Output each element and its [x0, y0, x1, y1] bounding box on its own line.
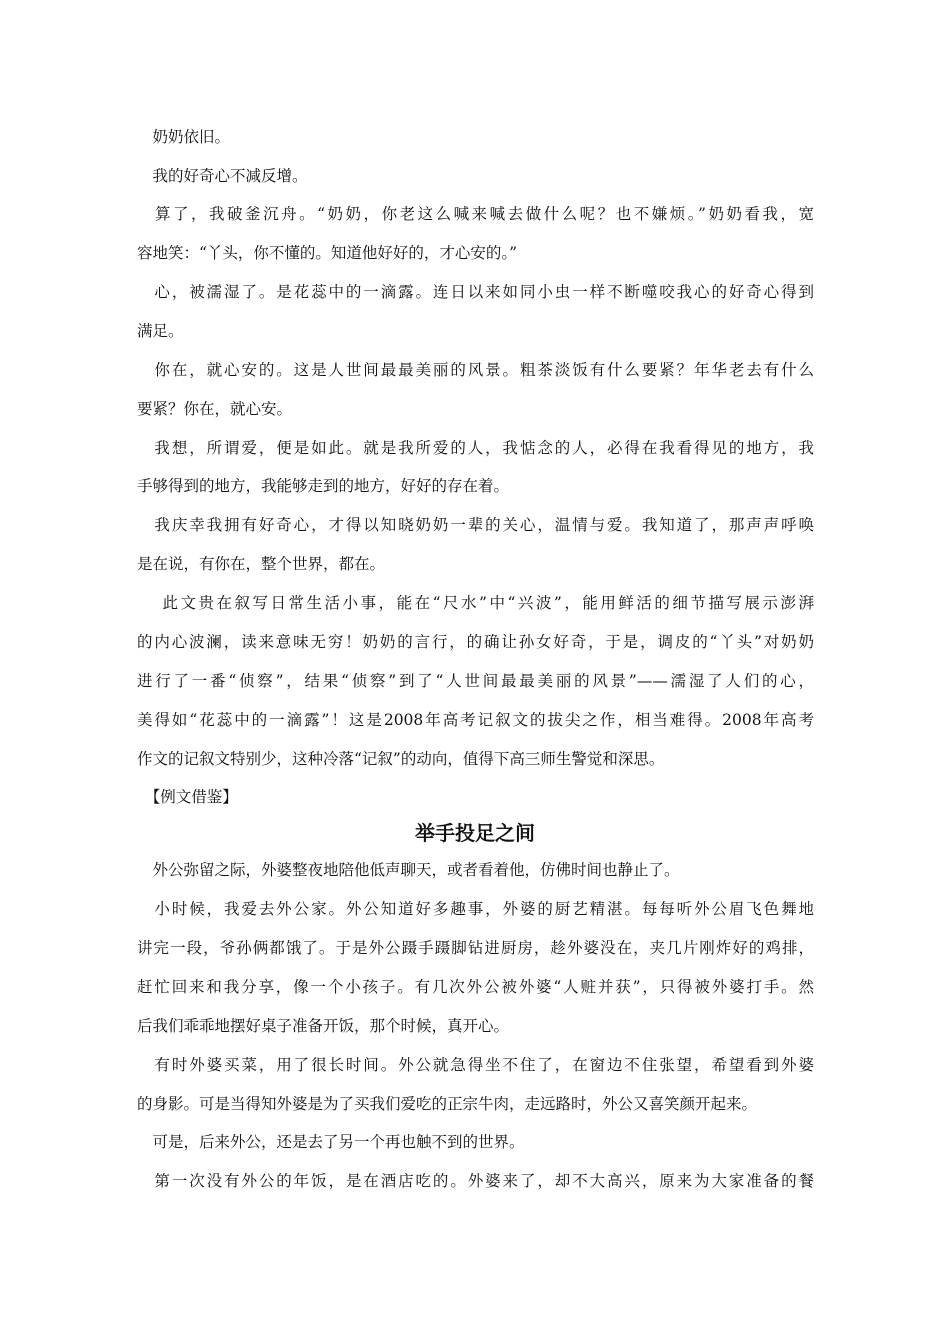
text-line: 讲完一段，爷孙俩都饿了。于是外公蹑手蹑脚钻进厨房，趁外婆没在，夹几片刚炸好的鸡排，: [137, 939, 814, 957]
text-line: 此文贵在叙写日常生活小事，能在“尺水”中“兴波”，能用鲜活的细节描写展示澎湃: [137, 594, 814, 612]
text-line: 的身影。可是当得知外婆是为了买我们爱吃的正宗牛肉，走远路时，外公又喜笑颜开起来。: [137, 1095, 758, 1113]
text-line: 我庆幸我拥有好奇心，才得以知晓奶奶一辈的关心，温情与爱。我知道了，那声声呼唤: [137, 516, 814, 534]
text-line: 心，被濡湿了。是花蕊中的一滴露。连日以来如同小虫一样不断噬咬我心的好奇心得到: [137, 283, 814, 301]
text-line: 要紧？你在，就心安。: [137, 400, 293, 418]
text-line: 容地笑：“丫头，你不懂的。知道他好好的，才心安的。”: [137, 244, 518, 262]
text-line: 手够得到的地方，我能够走到的地方，好好的存在着。: [137, 477, 510, 495]
text-line: 算了，我破釜沉舟。“奶奶，你老这么喊来喊去做什么呢？也不嫌烦。”奶奶看我，宽: [137, 205, 814, 223]
text-line: 满足。: [137, 322, 184, 340]
text-line: 后我们乖乖地摆好桌子准备开饭，那个时候，真开心。: [137, 1017, 510, 1035]
text-line: 小时候，我爱去外公家。外公知道好多趣事，外婆的厨艺精湛。每每听外公眉飞色舞地: [137, 900, 814, 918]
text-line: 赶忙回来和我分享，像一个小孩子。有几次外公被外婆“人赃并获”，只得被外婆打手。然: [137, 978, 814, 996]
text-line: 美得如“花蕊中的一滴露”！这是2008年高考记叙文的拔尖之作，相当难得。2008年高考: [137, 711, 814, 729]
text-line: 我想，所谓爱，便是如此。就是我所爱的人，我惦念的人，必得在我看得见的地方，我: [137, 439, 814, 457]
text-line: 第一次没有外公的年饭，是在酒店吃的。外婆来了，却不大高兴，原来为大家准备的餐: [137, 1172, 814, 1190]
text-line: 有时外婆买菜，用了很长时间。外公就急得坐不住了，在窗边不住张望，希望看到外婆: [137, 1056, 814, 1074]
text-line: 是在说，有你在，整个世界，都在。: [137, 555, 386, 573]
text-line: 的内心波澜，读来意味无穷！奶奶的言行，的确让孙女好奇，于是，调皮的“丫头”对奶奶: [137, 633, 814, 651]
text-line: 奶奶依旧。: [137, 128, 231, 146]
text-line: 可是，后来外公，还是去了另一个再也触不到的世界。: [137, 1133, 525, 1151]
text-line: 我的好奇心不减反增。: [137, 167, 308, 185]
article-title: 举手投足之间: [415, 821, 535, 845]
text-line: 你在，就心安的。这是人世间最最美丽的风景。粗茶淡饭有什么要紧？年华老去有什么: [137, 361, 814, 379]
text-line: 外公弥留之际，外婆整夜地陪他低声聊天，或者看着他，仿佛时间也静止了。: [137, 861, 680, 879]
text-line: 进行了一番“侦察”，结果“侦察”到了“人世间最最美丽的风景”——濡湿了人们的心，: [137, 672, 814, 690]
text-line: 作文的记叙文特别少，这种冷落“记叙”的动向，值得下高三师生警觉和深思。: [137, 750, 665, 768]
section-label: 【例文借鉴】: [137, 788, 238, 806]
